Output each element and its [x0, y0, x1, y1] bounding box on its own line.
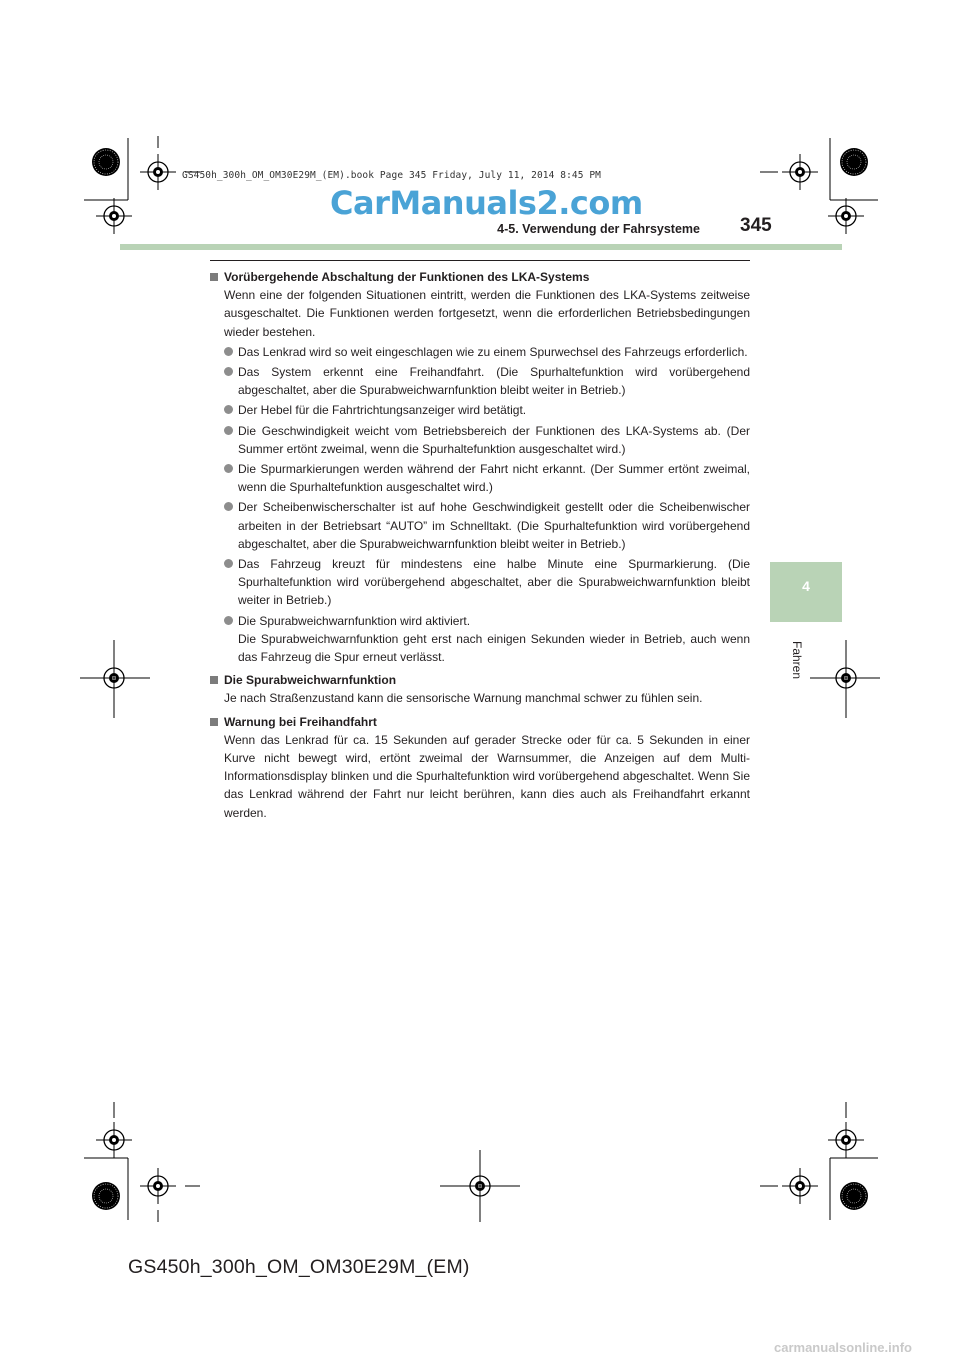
registration-mark-icon [782, 154, 818, 190]
square-bullet-icon [210, 718, 218, 726]
registration-mark-icon [96, 1122, 132, 1158]
round-bullet-icon [224, 616, 233, 625]
list-item [224, 343, 750, 361]
list-item [224, 422, 750, 458]
print-stamp: GS450h_300h_OM_OM30E29M_(EM).book Page 345 Friday, July 11, 2014 8:45 PM [182, 170, 602, 181]
registration-mark-icon [782, 1168, 818, 1204]
document-code: GS450h_300h_OM_OM30E29M_(EM) [128, 1256, 470, 1278]
watermark-top[interactable]: CarManuals2.com [330, 184, 643, 222]
chapter-label-container [782, 630, 812, 690]
section-paragraph: Je nach Straßenzustand kann die sensorische Warnung manchmal schwer zu fühlen sein. [224, 691, 703, 706]
list-item [224, 498, 750, 553]
starburst-mark-icon [840, 148, 868, 176]
list-item-text: Das Fahrzeug kreuzt für mindestens eine halbe Minute eine Spurmarkierung. (Die Spurhaltefunktion wird vorübergehend abgeschaltet, aber die Spurabweichwarnfunktion bleibt weiter in Betrieb.) [238, 557, 750, 608]
round-bullet-icon [224, 405, 233, 414]
section-title: 4-5. Verwendung der Fahrsysteme [497, 222, 700, 236]
square-bullet-icon [210, 676, 218, 684]
list-item-text: Der Hebel für die Fahrtrichtungsanzeiger wird betätigt. [238, 403, 527, 418]
registration-mark-icon [96, 198, 132, 234]
main-content [210, 268, 750, 822]
content-top-rule [210, 260, 750, 261]
starburst-mark-icon [92, 148, 120, 176]
list-item [224, 401, 750, 419]
list-item-text: Das System erkennt eine Freihandfahrt. (Die Spurhaltefunktion wird vorübergehend abgeschaltet, aber die Spurabweichwarnfunktion bleibt weiter in Betrieb.) [238, 365, 750, 398]
list-item-text: Die Spurabweichwarnfunktion geht erst nach einigen Sekunden wieder in Betrieb, auch wenn das Fahrzeug die Spur erneut verlässt. [238, 631, 750, 665]
round-bullet-icon [224, 367, 233, 376]
square-bullet-icon [210, 273, 218, 281]
registration-mark-icon [140, 154, 176, 190]
round-bullet-icon [224, 347, 233, 356]
starburst-mark-icon [840, 1182, 868, 1210]
registration-mark-icon [828, 198, 864, 234]
section-paragraph: Wenn das Lenkrad für ca. 15 Sekunden auf gerader Strecke oder für ca. 5 Sekunden in einer Kurve nicht bewegt wird, ertönt zweimal der Warnsummer, die Anzeigen auf dem Multi-Informationsdisplay blinken und die Spurhaltefunktion wird vorübergehend abgeschaltet. Wenn Sie das Lenkrad während der Fahrt nur leicht berühren, kann dies auch als Freihandfahrt erkannt werden. [224, 732, 750, 820]
round-bullet-icon [224, 426, 233, 435]
section-paragraph: Wenn eine der folgenden Situationen eintritt, werden die Funktionen des LKA-Systems zeitweise ausgeschaltet. Die Funktionen werden fortgesetzt, wenn die erforderlichen Betriebsbedingungen wieder bestehen. [224, 288, 750, 339]
list-item-text: Die Spurabweichwarnfunktion wird aktiviert. [238, 613, 471, 628]
starburst-mark-icon [92, 1182, 120, 1210]
list-item [224, 363, 750, 399]
section-heading-text: Vorübergehende Abschaltung der Funktionen des LKA-Systems [224, 270, 590, 284]
round-bullet-icon [224, 464, 233, 473]
page-number: 345 [740, 215, 772, 236]
list-item [224, 612, 750, 667]
header-rule [120, 244, 842, 250]
section-heading [210, 268, 750, 286]
round-bullet-icon [224, 502, 233, 511]
list-item [224, 460, 750, 496]
chapter-number: 4 [802, 578, 810, 594]
registration-mark-icon [140, 1168, 176, 1204]
list-item-text: Der Scheibenwischerschalter ist auf hohe Geschwindigkeit gestellt oder die Scheibenwischer arbeiten in der Betriebsart “AUTO” im Schnelltakt. (Die Spurhaltefunktion wird vorübergehend abgeschaltet, aber die Spurabweichwarnfunktion bleibt weiter in Betrieb.) [238, 500, 750, 551]
section-heading [210, 713, 750, 731]
section-heading [210, 671, 750, 689]
registration-mark-icon [828, 1122, 864, 1158]
section-heading-text: Die Spurabweichwarnfunktion [224, 673, 397, 688]
chapter-label: Fahren [790, 640, 804, 680]
list-item-text: Die Spurmarkierungen werden während der Fahrt nicht erkannt. (Der Summer ertönt zweimal, wenn die Spurhaltefunktion ausgeschaltet wird.) [238, 462, 750, 495]
list-item [224, 555, 750, 610]
chapter-tab [770, 562, 842, 622]
list-item-text: Die Geschwindigkeit weicht vom Betriebsbereich der Funktionen des LKA-Systems ab. (Der Summer ertönt zweimal, wenn die Spurhaltefunktion ausgeschaltet wird.) [238, 423, 750, 456]
section-heading-text: Warnung bei Freihandfahrt [224, 714, 377, 729]
round-bullet-icon [224, 559, 233, 568]
list-item-text: Das Lenkrad wird so weit eingeschlagen wie zu einem Spurwechsel des Fahrzeugs erforderlich. [238, 344, 748, 359]
watermark-bottom[interactable]: carmanualsonline.info [774, 1340, 912, 1355]
